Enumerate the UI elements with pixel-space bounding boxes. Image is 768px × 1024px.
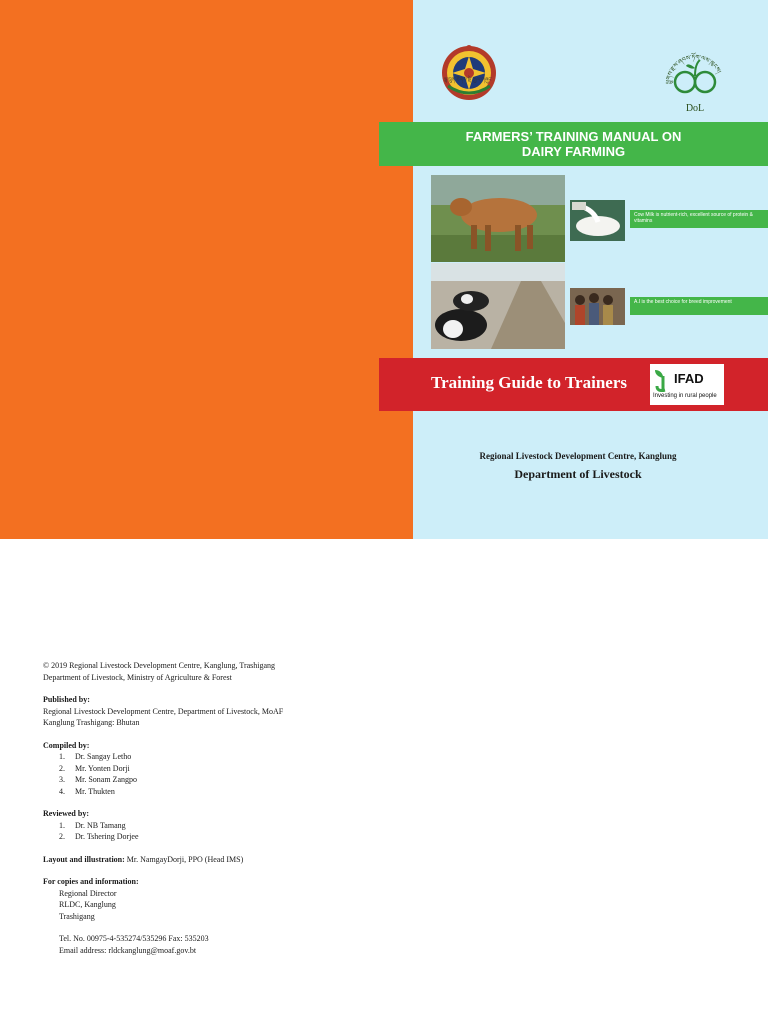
cow-photo — [431, 175, 565, 262]
manual-title-line2: DAIRY FARMING — [521, 144, 626, 159]
copies-line: Regional Director — [59, 888, 117, 898]
published-line1: Regional Livestock Development Centre, Department of Livestock, MoAF — [43, 706, 284, 716]
dairy-shed-photo — [431, 263, 565, 349]
compiled-label: Compiled by: — [43, 740, 90, 750]
imprint-block — [43, 660, 383, 956]
milk-photo — [570, 200, 625, 241]
telephone-fax: Tel. No. 00975-4-535274/535296 Fax: 535203 — [59, 934, 209, 943]
milk-caption: Cow Milk is nutrient-rich, excellent source of protein & vitamins — [630, 210, 768, 228]
copies-label: For copies and information: — [43, 877, 139, 886]
ifad-sprout-icon — [653, 368, 673, 392]
published-label: Published by: — [43, 695, 90, 704]
dol-logo — [662, 44, 728, 112]
cover-orange-panel — [0, 0, 413, 539]
ifad-logo — [650, 364, 724, 405]
layout-value: Mr. NamgayDorji, PPO (Head IMS) — [124, 854, 244, 864]
copyright-line1: © 2019 Regional Livestock Development Centre, Kanglung, Trashigang — [43, 661, 276, 670]
list-item: 2. Dr. Tshering Dorjee — [67, 831, 383, 843]
compilers-list — [43, 751, 383, 797]
centre-name: Regional Livestock Development Centre, Kanglung — [479, 451, 677, 461]
copyright-line2: Department of Livestock, Ministry of Agriculture & Forest — [43, 672, 232, 682]
department-name: Department of Livestock — [514, 467, 642, 481]
manual-title-band — [379, 122, 768, 166]
ai-caption: A.I is the best choice for breed improvement — [630, 297, 768, 315]
list-item: 2. Mr. Yonten Dorji — [67, 763, 383, 775]
ifad-tagline: Investing in rural people — [653, 393, 717, 399]
reviewers-list — [43, 820, 383, 843]
published-line2: Kanglung Trashigang: Bhutan — [43, 718, 140, 727]
dol-label: DoL — [685, 103, 705, 114]
training-guide-title: Training Guide to Trainers — [431, 373, 627, 392]
list-item: 1. Dr. Sangay Letho — [67, 751, 383, 763]
ai-training-photo — [570, 288, 625, 325]
list-item: 4. Mr. Thukten — [67, 786, 383, 798]
reviewed-label: Reviewed by: — [43, 809, 89, 818]
list-item: 3. Mr. Sonam Zangpo — [67, 774, 383, 786]
layout-label: Layout and illustration: — [43, 854, 125, 864]
copies-line: Trashigang — [59, 911, 95, 921]
dol-leaves-icon — [662, 44, 728, 100]
training-guide-band — [379, 358, 768, 411]
dol-arc-text: ཕྱུགས་རྫས་ཞབས་ཏོག་ལས་ཁུངས། — [665, 54, 722, 85]
email-address: Email address: rldckanglung@moaf.gov.bt — [59, 945, 197, 955]
list-item: 1. Dr. NB Tamang — [67, 820, 383, 832]
manual-title-line1: FARMERS’ TRAINING MANUAL ON — [465, 129, 682, 144]
layout-credit — [43, 854, 383, 866]
copies-line: RLDC, Kanglung — [59, 900, 116, 909]
ifad-wordmark: IFAD — [674, 371, 704, 386]
emblem-script: ལྷ་ཁྲུན་ཚོགས་སྡེ་ རྒྱལ་གཞུང་ — [443, 78, 493, 83]
